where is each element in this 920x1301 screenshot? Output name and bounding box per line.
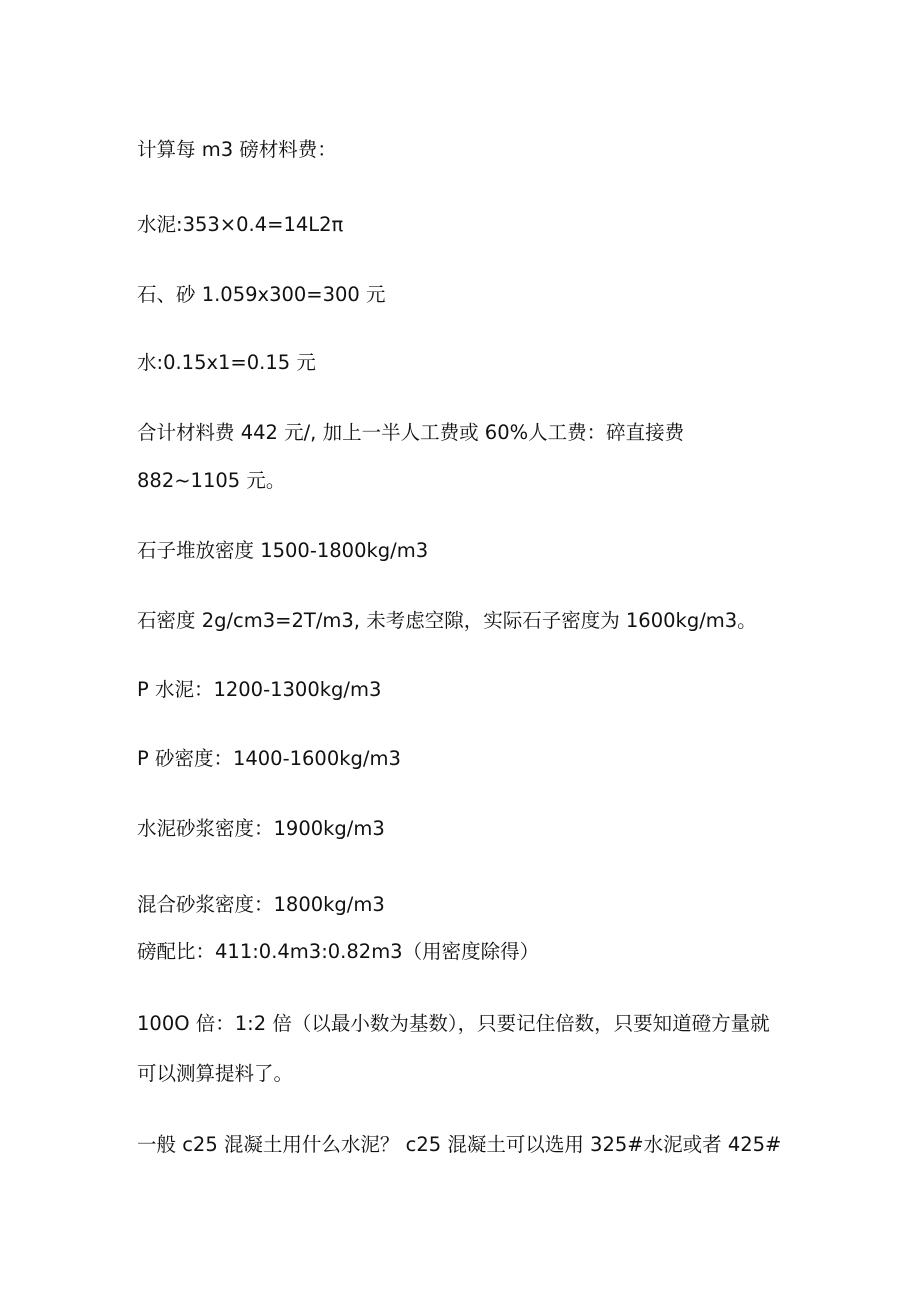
text-line-cement-mortar-density: 水泥砂浆密度：1900kg/m3 — [137, 817, 385, 840]
text-line-multiplier-note-cont: 可以测算提料了。 — [137, 1062, 294, 1085]
text-line-cement-density: P 水泥：1200-1300kg/m3 — [137, 678, 382, 701]
text-line-stone-density: 石密度 2g/cm3=2T/m3, 未考虑空隙，实际石子密度为 1600kg/m3。 — [137, 609, 757, 632]
text-line-multiplier-note: 100O 倍：1:2 倍（以最小数为基数），只要记住倍数，只要知道磴方量就 — [137, 1012, 770, 1035]
text-line-mix-ratio: 磅配比：411:0.4m3:0.82m3（用密度除得） — [137, 940, 540, 963]
text-line-mixed-mortar-density: 混合砂浆密度：1800kg/m3 — [137, 893, 385, 916]
text-line-material-cost-heading: 计算每 m3 磅材料费： — [137, 138, 337, 161]
text-line-sand-density: P 砂密度：1400-1600kg/m3 — [137, 747, 401, 770]
text-line-c25-cement-question: 一般 c25 混凝土用什么水泥？ c25 混凝土可以选用 325#水泥或者 425# — [137, 1133, 782, 1156]
text-line-stone-bulk-density: 石子堆放密度 1500-1800kg/m3 — [137, 539, 429, 562]
text-line-direct-cost-range: 882~1105 元。 — [137, 469, 286, 492]
text-line-total-material-cost: 合计材料费 442 元/, 加上一半人工费或 60%人工费：碎直接费 — [137, 421, 685, 444]
text-line-cement-cost: 水泥:353×0.4=14L2π — [137, 213, 344, 236]
text-line-stone-sand-cost: 石、砂 1.059x300=300 元 — [137, 283, 386, 306]
text-line-water-cost: 水:0.15x1=0.15 元 — [137, 351, 316, 374]
